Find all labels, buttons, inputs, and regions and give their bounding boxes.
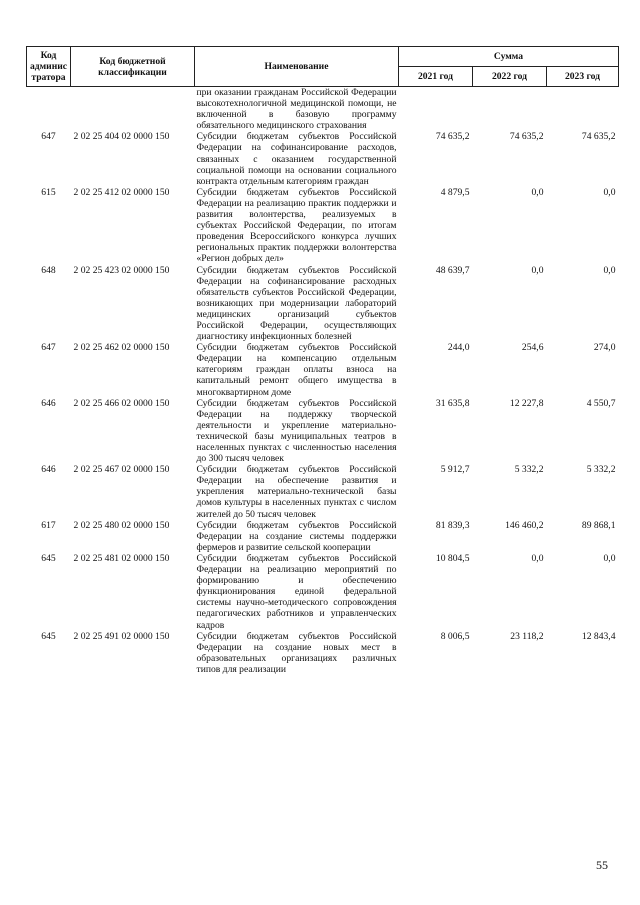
- budget-table-container: [26, 46, 618, 675]
- row-sum-2022: 74 635,2: [509, 131, 544, 143]
- table-row: [27, 187, 619, 265]
- row-sum-2023: 0,0: [603, 186, 616, 198]
- header-year-2023: 2023 год: [547, 67, 619, 87]
- page-number: 55: [596, 858, 608, 872]
- table-row: [27, 464, 619, 519]
- row-sum-2021: 81 839,3: [435, 519, 470, 531]
- row-budget-code: 2 02 25 404 02 0000 150: [73, 131, 170, 143]
- row-budget-code: 2 02 25 481 02 0000 150: [73, 552, 170, 564]
- row-budget-code: 2 02 25 423 02 0000 150: [73, 264, 170, 276]
- row-admin-code: 617: [41, 519, 56, 531]
- table-row: [27, 398, 619, 465]
- row-sum-2023: 74 635,2: [581, 131, 616, 143]
- row-admin-code: 646: [41, 397, 56, 409]
- row-admin-code: 645: [41, 630, 56, 642]
- row-budget-code: 2 02 25 466 02 0000 150: [73, 397, 170, 409]
- table-header: [27, 47, 619, 87]
- row-sum-2022: 146 460,2: [505, 519, 544, 531]
- table-row-continuation: [27, 87, 619, 132]
- row-name: Субсидии бюджетам субъектов Российской Федерации на поддержку творческой деятельности и укрепление материально-технической базы муниципальных театров в населенных пунктах с численностью населения до 300 тысяч человек: [196, 397, 397, 465]
- table-row: [27, 342, 619, 397]
- row-sum-2023: 12 843,4: [581, 630, 616, 642]
- row-name: Субсидии бюджетам субъектов Российской Федерации на создание новых мест в образовательных организациях различных типов для реализации: [196, 630, 397, 675]
- row-sum-2023: 89 868,1: [581, 519, 616, 531]
- header-sum: Сумма: [399, 47, 619, 67]
- row-sum-2022: 0,0: [531, 186, 544, 198]
- table-row: [27, 265, 619, 343]
- row-name: Субсидии бюджетам субъектов Российской Федерации на софинансирование расходных обязательств субъектов Российской Федерации, возникающих при модернизации лабораторий медицинских организаций субъектов Российской Федерации, осуществляющих диагностику инфекционных болезней: [196, 264, 397, 343]
- row-admin-code: 645: [41, 552, 56, 564]
- row-sum-2023: 274,0: [593, 342, 616, 354]
- table-row: [27, 131, 619, 186]
- row-admin-code: 615: [41, 186, 56, 198]
- row-name: Субсидии бюджетам субъектов Российской Федерации на реализацию мероприятий по формированию и обеспечению функционирования единой федеральной системы научно-методического сопровождения педагогических работников и управленческих кадров: [196, 552, 397, 631]
- table-row: [27, 520, 619, 553]
- row-sum-2023: 0,0: [603, 552, 616, 564]
- row-sum-2023: 4 550,7: [586, 397, 616, 409]
- row-sum-2023: 5 332,2: [586, 464, 616, 476]
- row-sum-2022: 5 332,2: [514, 464, 544, 476]
- row-budget-code: 2 02 25 462 02 0000 150: [73, 342, 170, 354]
- row-sum-2021: 74 635,2: [435, 131, 470, 143]
- row-admin-code: 648: [41, 264, 56, 276]
- row-admin-code: 647: [41, 342, 56, 354]
- row-sum-2021: 4 879,5: [440, 186, 470, 198]
- row-sum-2022: 12 227,8: [509, 397, 544, 409]
- header-year-2021: 2021 год: [399, 67, 473, 87]
- row-sum-2022: 0,0: [531, 264, 544, 276]
- row-budget-code: 2 02 25 467 02 0000 150: [73, 464, 170, 476]
- row-name: Субсидии бюджетам субъектов Российской Федерации на обеспечение развития и укрепления материально-технической базы домов культуры в населенных пунктах с числом жителей до 50 тысяч человек: [196, 464, 397, 520]
- row-budget-code: 2 02 25 412 02 0000 150: [73, 186, 170, 198]
- row-name: Субсидии бюджетам субъектов Российской Федерации на реализацию практик поддержки и развития волонтерства, реализуемых в субъектах Российской Федерации, по итогам проведения Всероссийского конкурса лучших региональных практик поддержки волонтерства «Регион добрых дел»: [196, 186, 397, 265]
- row-sum-2021: 8 006,5: [440, 630, 470, 642]
- row-sum-2021: 10 804,5: [435, 552, 470, 564]
- row-sum-2022: 254,6: [521, 342, 544, 354]
- budget-table: [26, 46, 619, 675]
- row-admin-code: 647: [41, 131, 56, 143]
- row-budget-code: 2 02 25 480 02 0000 150: [73, 519, 170, 531]
- header-year-2022: 2022 год: [473, 67, 547, 87]
- row-name: Субсидии бюджетам субъектов Российской Федерации на компенсацию отдельным категориям граждан оплаты взноса на капитальный ремонт общего имущества в многоквартирном доме: [196, 342, 397, 398]
- row-sum-2021: 5 912,7: [440, 464, 470, 476]
- row-sum-2023: 0,0: [603, 264, 616, 276]
- row-name: при оказании гражданам Российской Федерации высокотехнологичной медицинской помощи, не включенной в базовую программу обязательного медицинского страхования: [196, 87, 397, 132]
- row-admin-code: 646: [41, 464, 56, 476]
- header-budget-code: Код бюджетной классификации: [71, 47, 195, 87]
- row-name: Субсидии бюджетам субъектов Российской Федерации на создание системы поддержки фермеров и развитие сельской кооперации: [196, 519, 397, 553]
- row-sum-2022: 23 118,2: [510, 630, 544, 642]
- table-row: [27, 631, 619, 675]
- row-sum-2022: 0,0: [531, 552, 544, 564]
- row-sum-2021: 31 635,8: [435, 397, 470, 409]
- row-sum-2021: 48 639,7: [435, 264, 470, 276]
- table-row: [27, 553, 619, 631]
- row-name: Субсидии бюджетам субъектов Российской Федерации на софинансирование расходов, связанных с оказанием государственной социальной помощи на основании социального контракта отдельным категориям граждан: [196, 131, 397, 187]
- header-admin-code: Код админис тратора: [27, 47, 71, 87]
- table-body: [27, 87, 619, 675]
- header-name: Наименование: [195, 47, 399, 87]
- row-sum-2021: 244,0: [447, 342, 470, 354]
- row-budget-code: 2 02 25 491 02 0000 150: [73, 630, 170, 642]
